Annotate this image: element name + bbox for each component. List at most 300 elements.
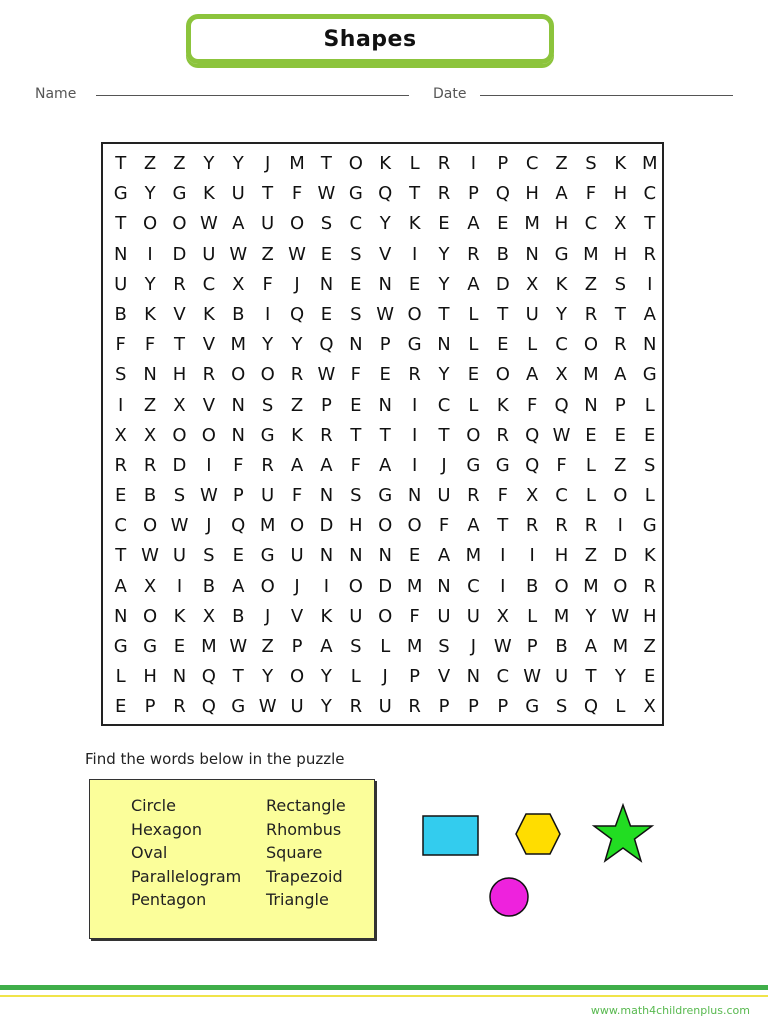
grid-letter[interactable]: M bbox=[259, 515, 276, 537]
grid-letter[interactable]: O bbox=[378, 515, 393, 537]
grid-letter[interactable]: P bbox=[526, 636, 538, 657]
grid-letter[interactable]: W bbox=[141, 545, 159, 567]
grid-letter[interactable]: V bbox=[202, 394, 216, 416]
grid-letter[interactable]: H bbox=[554, 213, 569, 235]
grid-letter[interactable]: R bbox=[525, 515, 539, 537]
grid-letter[interactable]: U bbox=[172, 545, 187, 567]
grid-letter[interactable]: X bbox=[525, 273, 539, 295]
grid-letter[interactable]: R bbox=[437, 183, 451, 205]
grid-letter[interactable]: R bbox=[584, 515, 598, 537]
grid-letter[interactable]: Y bbox=[144, 183, 156, 205]
grid-letter[interactable]: J bbox=[470, 636, 477, 657]
grid-letter[interactable]: R bbox=[173, 696, 186, 718]
grid-letter[interactable]: E bbox=[115, 696, 127, 718]
grid-letter[interactable]: L bbox=[409, 153, 420, 174]
grid-letter[interactable]: T bbox=[497, 303, 509, 325]
grid-letter[interactable]: K bbox=[202, 183, 215, 205]
grid-letter[interactable]: O bbox=[172, 213, 187, 235]
grid-letter[interactable]: F bbox=[291, 183, 303, 205]
grid-letter[interactable]: P bbox=[232, 485, 244, 507]
grid-letter[interactable]: N bbox=[349, 334, 363, 356]
grid-letter[interactable]: H bbox=[143, 666, 157, 688]
grid-letter[interactable]: N bbox=[378, 273, 392, 295]
grid-letter[interactable]: C bbox=[114, 515, 127, 537]
grid-letter[interactable]: E bbox=[350, 394, 362, 416]
grid-letter[interactable]: F bbox=[497, 485, 508, 507]
grid-letter[interactable]: Q bbox=[495, 183, 510, 205]
grid-letter[interactable]: K bbox=[144, 303, 156, 325]
grid-letter[interactable]: G bbox=[260, 424, 275, 446]
grid-letter[interactable]: Q bbox=[289, 303, 305, 325]
grid-letter[interactable]: V bbox=[437, 666, 451, 688]
grid-letter[interactable]: R bbox=[584, 303, 598, 325]
grid-letter[interactable]: I bbox=[206, 454, 212, 476]
grid-letter[interactable]: Y bbox=[262, 666, 274, 688]
grid-letter[interactable]: P bbox=[614, 394, 626, 416]
grid-letter[interactable]: I bbox=[500, 545, 506, 567]
grid-letter[interactable]: N bbox=[466, 666, 481, 688]
grid-letter[interactable]: R bbox=[320, 424, 333, 446]
grid-letter[interactable]: R bbox=[437, 153, 451, 174]
grid-letter[interactable]: S bbox=[203, 545, 215, 567]
grid-letter[interactable]: O bbox=[613, 575, 628, 597]
grid-letter[interactable]: O bbox=[260, 575, 275, 597]
grid-letter[interactable]: T bbox=[320, 153, 332, 174]
grid-letter[interactable]: C bbox=[496, 666, 510, 688]
grid-letter[interactable]: N bbox=[113, 605, 128, 627]
grid-letter[interactable]: F bbox=[262, 273, 273, 295]
grid-letter[interactable]: K bbox=[320, 605, 333, 627]
grid-letter[interactable]: L bbox=[115, 666, 126, 688]
grid-letter[interactable]: N bbox=[437, 334, 451, 356]
grid-letter[interactable]: I bbox=[323, 575, 330, 597]
grid-letter[interactable]: T bbox=[497, 515, 509, 537]
grid-letter[interactable]: R bbox=[202, 364, 216, 386]
grid-letter[interactable]: U bbox=[437, 605, 451, 627]
grid-letter[interactable]: E bbox=[467, 364, 480, 386]
grid-letter[interactable]: D bbox=[613, 545, 628, 567]
grid-letter[interactable]: T bbox=[350, 424, 362, 446]
grid-letter[interactable]: I bbox=[411, 424, 418, 446]
grid-letter[interactable]: L bbox=[350, 666, 361, 688]
grid-letter[interactable]: N bbox=[143, 364, 157, 386]
grid-letter[interactable]: R bbox=[555, 515, 568, 537]
grid-letter[interactable]: C bbox=[437, 394, 451, 416]
grid-letter[interactable]: M bbox=[201, 636, 217, 657]
grid-letter[interactable]: O bbox=[143, 515, 158, 537]
grid-letter[interactable]: T bbox=[173, 334, 185, 356]
grid-letter[interactable]: S bbox=[644, 454, 656, 476]
grid-letter[interactable]: Y bbox=[262, 334, 274, 356]
grid-letter[interactable]: A bbox=[467, 213, 480, 235]
grid-letter[interactable]: A bbox=[526, 364, 539, 386]
grid-letter[interactable]: J bbox=[382, 666, 388, 688]
grid-letter[interactable]: U bbox=[202, 243, 216, 265]
grid-letter[interactable]: C bbox=[525, 153, 539, 174]
grid-letter[interactable]: K bbox=[408, 213, 421, 235]
grid-letter[interactable]: G bbox=[231, 696, 246, 718]
grid-letter[interactable]: K bbox=[496, 394, 509, 416]
grid-letter[interactable]: H bbox=[349, 515, 363, 537]
grid-letter[interactable]: A bbox=[232, 575, 245, 597]
grid-letter[interactable]: M bbox=[406, 575, 423, 597]
grid-letter[interactable]: L bbox=[615, 696, 626, 718]
grid-letter[interactable]: S bbox=[438, 636, 450, 657]
grid-letter[interactable]: B bbox=[114, 303, 127, 325]
grid-letter[interactable]: M bbox=[583, 364, 599, 386]
grid-letter[interactable]: E bbox=[232, 545, 244, 567]
grid-letter[interactable]: H bbox=[554, 545, 569, 567]
grid-letter[interactable]: X bbox=[202, 605, 216, 627]
grid-letter[interactable]: W bbox=[552, 424, 571, 446]
grid-letter[interactable]: N bbox=[319, 545, 334, 567]
grid-letter[interactable]: T bbox=[232, 666, 244, 688]
grid-letter[interactable]: O bbox=[201, 424, 216, 446]
grid-letter[interactable]: A bbox=[320, 636, 333, 657]
grid-letter[interactable]: A bbox=[584, 636, 598, 657]
grid-letter[interactable]: C bbox=[349, 213, 363, 235]
grid-letter[interactable]: N bbox=[319, 485, 334, 507]
grid-letter[interactable]: R bbox=[349, 696, 363, 718]
grid-letter[interactable]: G bbox=[378, 485, 393, 507]
grid-letter[interactable]: O bbox=[143, 213, 158, 235]
grid-letter[interactable]: A bbox=[467, 273, 480, 295]
grid-letter[interactable]: K bbox=[643, 545, 656, 567]
date-line[interactable] bbox=[480, 95, 733, 96]
grid-letter[interactable]: Y bbox=[556, 303, 568, 325]
grid-letter[interactable]: X bbox=[143, 575, 157, 597]
grid-letter[interactable]: C bbox=[467, 575, 480, 597]
grid-letter[interactable]: Y bbox=[379, 213, 391, 235]
grid-letter[interactable]: T bbox=[115, 153, 127, 174]
grid-letter[interactable]: W bbox=[611, 605, 630, 627]
grid-letter[interactable]: W bbox=[229, 243, 248, 265]
grid-letter[interactable]: M bbox=[524, 213, 540, 235]
grid-letter[interactable]: M bbox=[465, 545, 482, 567]
grid-letter[interactable]: Q bbox=[583, 696, 599, 718]
grid-letter[interactable]: U bbox=[554, 666, 569, 688]
grid-letter[interactable]: X bbox=[232, 273, 245, 295]
grid-letter[interactable]: D bbox=[495, 273, 510, 295]
grid-letter[interactable]: Q bbox=[525, 454, 540, 476]
grid-letter[interactable]: B bbox=[143, 485, 157, 507]
grid-letter[interactable]: V bbox=[173, 303, 186, 325]
grid-letter[interactable]: O bbox=[289, 515, 305, 537]
grid-letter[interactable]: J bbox=[441, 454, 447, 476]
grid-letter[interactable]: W bbox=[317, 364, 336, 386]
grid-letter[interactable]: M bbox=[230, 334, 247, 356]
grid-letter[interactable]: G bbox=[495, 454, 510, 476]
grid-letter[interactable]: L bbox=[527, 334, 538, 356]
grid-letter[interactable]: S bbox=[555, 696, 568, 718]
grid-letter[interactable]: Q bbox=[554, 394, 569, 416]
grid-letter[interactable]: Y bbox=[585, 605, 597, 627]
grid-letter[interactable]: O bbox=[495, 364, 510, 386]
grid-letter[interactable]: Y bbox=[614, 666, 626, 688]
grid-letter[interactable]: A bbox=[232, 213, 245, 235]
grid-letter[interactable]: G bbox=[172, 183, 187, 205]
grid-letter[interactable]: R bbox=[614, 334, 627, 356]
grid-letter[interactable]: W bbox=[317, 183, 336, 205]
grid-letter[interactable]: V bbox=[202, 334, 216, 356]
grid-letter[interactable]: I bbox=[118, 394, 124, 416]
grid-letter[interactable]: P bbox=[497, 696, 509, 718]
grid-letter[interactable]: R bbox=[643, 575, 656, 597]
grid-letter[interactable]: R bbox=[173, 273, 186, 295]
grid-letter[interactable]: U bbox=[114, 273, 128, 295]
grid-letter[interactable]: Z bbox=[614, 454, 627, 476]
grid-letter[interactable]: P bbox=[467, 183, 479, 205]
grid-letter[interactable]: Y bbox=[144, 273, 156, 295]
grid-letter[interactable]: Y bbox=[203, 153, 215, 174]
grid-letter[interactable]: O bbox=[378, 605, 393, 627]
grid-letter[interactable]: E bbox=[320, 243, 333, 265]
grid-letter[interactable]: S bbox=[614, 273, 627, 295]
grid-letter[interactable]: N bbox=[642, 334, 657, 356]
grid-letter[interactable]: R bbox=[143, 454, 157, 476]
grid-letter[interactable]: D bbox=[378, 575, 393, 597]
grid-letter[interactable]: I bbox=[500, 575, 506, 597]
footer-url[interactable]: www.math4childrenplus.com bbox=[590, 1004, 750, 1017]
grid-letter[interactable]: L bbox=[644, 394, 655, 416]
grid-letter[interactable]: P bbox=[438, 696, 450, 718]
grid-letter[interactable]: H bbox=[172, 364, 187, 386]
grid-letter[interactable]: T bbox=[438, 424, 450, 446]
grid-letter[interactable]: F bbox=[233, 454, 244, 476]
grid-letter[interactable]: O bbox=[613, 485, 628, 507]
grid-letter[interactable]: F bbox=[526, 394, 538, 416]
grid-letter[interactable]: N bbox=[231, 394, 245, 416]
grid-letter[interactable]: S bbox=[585, 153, 597, 174]
name-line[interactable] bbox=[96, 95, 409, 96]
grid-letter[interactable]: U bbox=[525, 303, 539, 325]
grid-letter[interactable]: N bbox=[437, 575, 451, 597]
grid-letter[interactable]: N bbox=[349, 545, 363, 567]
grid-letter[interactable]: X bbox=[525, 485, 539, 507]
grid-letter[interactable]: L bbox=[585, 454, 596, 476]
grid-letter[interactable]: E bbox=[115, 485, 127, 507]
grid-letter[interactable]: W bbox=[493, 636, 512, 657]
grid-letter[interactable]: P bbox=[467, 696, 479, 718]
grid-letter[interactable]: S bbox=[114, 364, 127, 386]
grid-letter[interactable]: V bbox=[379, 243, 392, 265]
grid-letter[interactable]: F bbox=[144, 334, 156, 356]
grid-letter[interactable]: V bbox=[290, 605, 304, 627]
grid-letter[interactable]: Z bbox=[261, 636, 274, 657]
grid-letter[interactable]: G bbox=[525, 696, 540, 718]
grid-letter[interactable]: B bbox=[202, 575, 216, 597]
grid-letter[interactable]: J bbox=[294, 273, 300, 295]
grid-letter[interactable]: O bbox=[260, 364, 275, 386]
grid-letter[interactable]: H bbox=[613, 243, 628, 265]
grid-letter[interactable]: A bbox=[437, 545, 451, 567]
grid-letter[interactable]: Z bbox=[143, 394, 157, 416]
grid-letter[interactable]: Z bbox=[643, 636, 656, 657]
grid-letter[interactable]: O bbox=[172, 424, 187, 446]
grid-letter[interactable]: R bbox=[643, 243, 656, 265]
grid-letter[interactable]: M bbox=[406, 636, 423, 657]
grid-letter[interactable]: X bbox=[173, 394, 186, 416]
grid-letter[interactable]: Q bbox=[201, 666, 216, 688]
grid-letter[interactable]: Q bbox=[319, 334, 334, 356]
grid-letter[interactable]: B bbox=[232, 605, 245, 627]
grid-letter[interactable]: M bbox=[289, 153, 305, 174]
grid-letter[interactable]: L bbox=[644, 485, 655, 507]
grid-letter[interactable]: F bbox=[291, 485, 303, 507]
grid-letter[interactable]: O bbox=[289, 213, 305, 235]
grid-letter[interactable]: S bbox=[261, 394, 274, 416]
grid-letter[interactable]: R bbox=[114, 454, 127, 476]
grid-letter[interactable]: P bbox=[321, 394, 332, 416]
grid-letter[interactable]: G bbox=[466, 454, 481, 476]
grid-letter[interactable]: T bbox=[585, 666, 597, 688]
grid-letter[interactable]: W bbox=[170, 515, 189, 537]
grid-letter[interactable]: C bbox=[643, 183, 657, 205]
grid-letter[interactable]: G bbox=[143, 636, 158, 657]
grid-letter[interactable]: S bbox=[320, 213, 333, 235]
grid-letter[interactable]: G bbox=[348, 183, 363, 205]
grid-letter[interactable]: A bbox=[555, 183, 568, 205]
grid-letter[interactable]: W bbox=[523, 666, 542, 688]
grid-letter[interactable]: M bbox=[641, 153, 658, 174]
grid-letter[interactable]: D bbox=[319, 515, 334, 537]
grid-letter[interactable]: A bbox=[614, 364, 627, 386]
grid-letter[interactable]: A bbox=[290, 454, 304, 476]
grid-letter[interactable]: T bbox=[614, 303, 626, 325]
grid-letter[interactable]: X bbox=[143, 424, 157, 446]
grid-letter[interactable]: O bbox=[407, 515, 422, 537]
grid-letter[interactable]: S bbox=[350, 636, 362, 657]
grid-letter[interactable]: R bbox=[290, 364, 304, 386]
grid-letter[interactable]: G bbox=[642, 515, 657, 537]
grid-letter[interactable]: E bbox=[644, 666, 656, 688]
grid-letter[interactable]: Y bbox=[320, 696, 332, 718]
grid-letter[interactable]: E bbox=[408, 273, 421, 295]
grid-letter[interactable]: T bbox=[262, 183, 274, 205]
grid-letter[interactable]: Y bbox=[320, 666, 332, 688]
grid-letter[interactable]: S bbox=[350, 243, 362, 265]
grid-letter[interactable]: Z bbox=[584, 545, 598, 567]
grid-letter[interactable]: U bbox=[261, 485, 275, 507]
grid-letter[interactable]: W bbox=[199, 485, 218, 507]
grid-letter[interactable]: I bbox=[470, 153, 477, 174]
grid-letter[interactable]: A bbox=[379, 454, 392, 476]
grid-letter[interactable]: U bbox=[231, 183, 245, 205]
grid-letter[interactable]: O bbox=[554, 575, 569, 597]
grid-letter[interactable]: Z bbox=[584, 273, 598, 295]
grid-letter[interactable]: R bbox=[408, 364, 421, 386]
grid-letter[interactable]: T bbox=[644, 213, 656, 235]
grid-letter[interactable]: Z bbox=[173, 153, 186, 174]
grid-letter[interactable]: N bbox=[113, 243, 128, 265]
grid-letter[interactable]: W bbox=[199, 213, 218, 235]
grid-letter[interactable]: L bbox=[468, 303, 479, 325]
grid-letter[interactable]: K bbox=[555, 273, 568, 295]
grid-letter[interactable]: N bbox=[525, 243, 539, 265]
grid-letter[interactable]: X bbox=[114, 424, 127, 446]
grid-letter[interactable]: Q bbox=[525, 424, 540, 446]
grid-letter[interactable]: R bbox=[467, 243, 480, 265]
grid-letter[interactable]: K bbox=[291, 424, 303, 446]
grid-letter[interactable]: E bbox=[497, 213, 509, 235]
grid-letter[interactable]: Z bbox=[555, 153, 568, 174]
grid-letter[interactable]: U bbox=[349, 605, 363, 627]
grid-letter[interactable]: N bbox=[231, 424, 245, 446]
grid-letter[interactable]: L bbox=[468, 394, 479, 416]
grid-letter[interactable]: E bbox=[350, 273, 362, 295]
grid-letter[interactable]: C bbox=[555, 334, 568, 356]
grid-letter[interactable]: L bbox=[468, 334, 479, 356]
grid-letter[interactable]: J bbox=[264, 153, 271, 174]
grid-letter[interactable]: I bbox=[411, 243, 418, 265]
grid-letter[interactable]: P bbox=[144, 696, 156, 718]
grid-letter[interactable]: C bbox=[584, 213, 598, 235]
grid-letter[interactable]: K bbox=[173, 605, 186, 627]
grid-letter[interactable]: Y bbox=[438, 243, 450, 265]
grid-letter[interactable]: J bbox=[206, 515, 212, 537]
grid-letter[interactable]: H bbox=[613, 183, 628, 205]
grid-letter[interactable]: Y bbox=[232, 153, 244, 174]
grid-letter[interactable]: F bbox=[350, 364, 361, 386]
grid-letter[interactable]: X bbox=[555, 364, 568, 386]
grid-letter[interactable]: P bbox=[291, 636, 303, 657]
grid-letter[interactable]: I bbox=[411, 454, 418, 476]
grid-letter[interactable]: E bbox=[173, 636, 186, 657]
grid-letter[interactable]: W bbox=[229, 636, 248, 657]
grid-letter[interactable]: O bbox=[583, 334, 599, 356]
grid-letter[interactable]: D bbox=[172, 454, 187, 476]
grid-letter[interactable]: F bbox=[556, 454, 567, 476]
grid-letter[interactable]: J bbox=[294, 575, 300, 597]
grid-letter[interactable]: Q bbox=[378, 183, 393, 205]
grid-letter[interactable]: S bbox=[173, 485, 186, 507]
grid-letter[interactable]: M bbox=[612, 636, 629, 657]
grid-letter[interactable]: U bbox=[261, 213, 275, 235]
grid-letter[interactable]: E bbox=[438, 213, 450, 235]
grid-letter[interactable]: X bbox=[614, 213, 627, 235]
grid-letter[interactable]: E bbox=[408, 545, 421, 567]
grid-letter[interactable]: N bbox=[378, 394, 392, 416]
grid-letter[interactable]: F bbox=[438, 515, 450, 537]
grid-letter[interactable]: B bbox=[496, 243, 509, 265]
grid-letter[interactable]: E bbox=[614, 424, 627, 446]
grid-letter[interactable]: T bbox=[409, 183, 421, 205]
grid-letter[interactable]: Q bbox=[201, 696, 216, 718]
grid-letter[interactable]: G bbox=[407, 334, 422, 356]
grid-letter[interactable]: P bbox=[379, 334, 391, 356]
grid-letter[interactable]: N bbox=[378, 545, 392, 567]
grid-letter[interactable]: K bbox=[379, 153, 392, 174]
grid-letter[interactable]: U bbox=[378, 696, 392, 718]
grid-letter[interactable]: G bbox=[642, 364, 657, 386]
grid-letter[interactable]: A bbox=[467, 515, 480, 537]
grid-letter[interactable]: N bbox=[172, 666, 187, 688]
grid-letter[interactable]: U bbox=[466, 605, 480, 627]
grid-letter[interactable]: B bbox=[232, 303, 245, 325]
grid-letter[interactable]: C bbox=[555, 485, 568, 507]
grid-letter[interactable]: W bbox=[376, 303, 395, 325]
grid-letter[interactable]: E bbox=[497, 334, 509, 356]
grid-letter[interactable]: Y bbox=[291, 334, 303, 356]
grid-letter[interactable]: D bbox=[172, 243, 187, 265]
grid-letter[interactable]: T bbox=[115, 545, 127, 567]
grid-letter[interactable]: P bbox=[497, 153, 509, 174]
grid-letter[interactable]: G bbox=[113, 183, 128, 205]
grid-letter[interactable]: G bbox=[554, 243, 569, 265]
grid-letter[interactable]: I bbox=[617, 515, 623, 537]
grid-letter[interactable]: W bbox=[258, 696, 277, 718]
grid-letter[interactable]: N bbox=[319, 273, 334, 295]
